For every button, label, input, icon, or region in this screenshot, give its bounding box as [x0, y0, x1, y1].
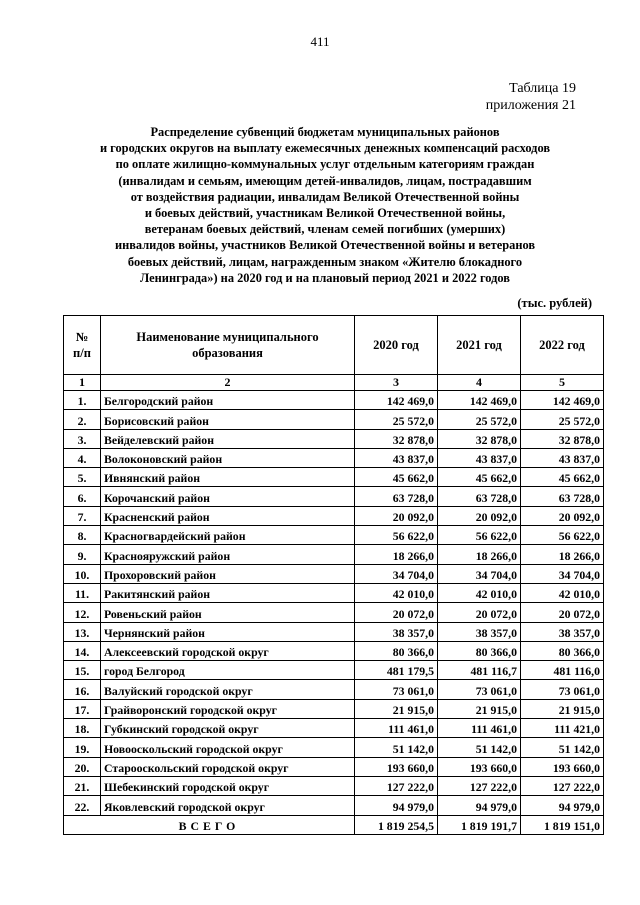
value-2021: 73 061,0 — [438, 680, 521, 699]
value-2022: 18 266,0 — [521, 545, 604, 564]
value-2022: 73 061,0 — [521, 680, 604, 699]
table-row — [64, 429, 604, 448]
table-reference — [486, 80, 576, 114]
value-2020: 18 266,0 — [355, 545, 438, 564]
total-row — [64, 815, 604, 834]
value-2021: 21 915,0 — [438, 699, 521, 718]
value-2020: 73 061,0 — [355, 680, 438, 699]
column-index-row — [64, 375, 604, 391]
value-2021: 34 704,0 — [438, 564, 521, 583]
value-2021: 94 979,0 — [438, 796, 521, 815]
units-label: (тыс. рублей) — [517, 296, 592, 310]
value-2020: 56 622,0 — [355, 526, 438, 545]
municipality-name: Губкинский городской округ — [101, 719, 355, 738]
row-number: 16. — [64, 680, 101, 699]
value-2022: 127 222,0 — [521, 776, 604, 795]
title-line: Ленинграда») на 2020 год и на плановый период 2021 и 2022 годов — [140, 270, 510, 285]
municipality-name: Валуйский городской округ — [101, 680, 355, 699]
table-row — [64, 699, 604, 718]
total-label: ВСЕГО — [64, 815, 355, 834]
municipality-name: Прохоровский район — [101, 564, 355, 583]
value-2021: 43 837,0 — [438, 448, 521, 467]
municipality-name: Ровеньский район — [101, 603, 355, 622]
value-2020: 20 092,0 — [355, 506, 438, 525]
value-2021: 111 461,0 — [438, 719, 521, 738]
value-2022: 34 704,0 — [521, 564, 604, 583]
table-ref-line2: приложения 21 — [485, 98, 576, 113]
value-2021: 42 010,0 — [438, 583, 521, 602]
value-2021: 32 878,0 — [438, 429, 521, 448]
subsidy-table — [63, 315, 604, 835]
value-2021: 51 142,0 — [438, 738, 521, 757]
value-2022: 56 622,0 — [521, 526, 604, 545]
municipality-name: Вейделевский район — [101, 429, 355, 448]
header-name-line2: образования — [192, 346, 263, 360]
header-name — [101, 316, 355, 375]
table-row — [64, 603, 604, 622]
header-row — [64, 316, 604, 375]
municipality-name: Ивнянский район — [101, 468, 355, 487]
municipality-name: Новооскольский городской округ — [101, 738, 355, 757]
municipality-name: Чернянский район — [101, 622, 355, 641]
table-row — [64, 622, 604, 641]
table-row — [64, 757, 604, 776]
table-row — [64, 583, 604, 602]
table-row — [64, 506, 604, 525]
row-number: 6. — [64, 487, 101, 506]
value-2020: 63 728,0 — [355, 487, 438, 506]
value-2020: 51 142,0 — [355, 738, 438, 757]
value-2022: 32 878,0 — [521, 429, 604, 448]
value-2020: 45 662,0 — [355, 468, 438, 487]
value-2022: 21 915,0 — [521, 699, 604, 718]
row-number: 15. — [64, 661, 101, 680]
title-line: Распределение субвенций бюджетам муниципальных районов — [150, 125, 500, 139]
table-row — [64, 391, 604, 410]
row-number: 11. — [64, 583, 101, 602]
value-2022: 45 662,0 — [521, 468, 604, 487]
value-2020: 127 222,0 — [355, 776, 438, 795]
table-row — [64, 796, 604, 815]
value-2020: 94 979,0 — [355, 796, 438, 815]
municipality-name: Шебекинский городской округ — [101, 776, 355, 795]
value-2020: 80 366,0 — [355, 641, 438, 660]
title-line: инвалидов войны, участников Великой Отечественной войны и ветеранов — [114, 238, 536, 253]
value-2020: 43 837,0 — [355, 448, 438, 467]
value-2022: 25 572,0 — [521, 410, 604, 429]
value-2021: 63 728,0 — [438, 487, 521, 506]
value-2022: 111 421,0 — [521, 719, 604, 738]
header-num-line2: п/п — [73, 346, 91, 360]
row-number: 10. — [64, 564, 101, 583]
value-2021: 56 622,0 — [438, 526, 521, 545]
value-2020: 193 660,0 — [355, 757, 438, 776]
value-2021: 193 660,0 — [438, 757, 521, 776]
value-2022: 142 469,0 — [521, 391, 604, 410]
table-row — [64, 448, 604, 467]
header-name-line1: Наименование муниципального — [136, 330, 319, 344]
row-number: 14. — [64, 641, 101, 660]
total-2021: 1 819 191,7 — [438, 815, 521, 834]
column-index: 5 — [521, 375, 604, 391]
header-2022: 2022 год — [521, 316, 604, 375]
municipality-name: Алексеевский городской округ — [101, 641, 355, 660]
table-row — [64, 719, 604, 738]
value-2021: 127 222,0 — [438, 776, 521, 795]
table-row — [64, 641, 604, 660]
header-num-line1: № — [75, 330, 89, 344]
value-2020: 481 179,5 — [355, 661, 438, 680]
value-2021: 80 366,0 — [438, 641, 521, 660]
column-index: 2 — [101, 375, 355, 391]
table-row — [64, 738, 604, 757]
title-line: по оплате жилищно-коммунальных услуг отдельным категориям граждан — [115, 157, 535, 172]
value-2020: 25 572,0 — [355, 410, 438, 429]
table-row — [64, 526, 604, 545]
row-number: 7. — [64, 506, 101, 525]
value-2022: 20 072,0 — [521, 603, 604, 622]
value-2021: 481 116,7 — [438, 661, 521, 680]
table-row — [64, 776, 604, 795]
value-2020: 42 010,0 — [355, 583, 438, 602]
header-num — [64, 316, 101, 375]
municipality-name: Яковлевский городской округ — [101, 796, 355, 815]
municipality-name: Волоконовский район — [101, 448, 355, 467]
value-2020: 142 469,0 — [355, 391, 438, 410]
table-row — [64, 468, 604, 487]
value-2020: 21 915,0 — [355, 699, 438, 718]
value-2022: 51 142,0 — [521, 738, 604, 757]
value-2022: 193 660,0 — [521, 757, 604, 776]
value-2022: 80 366,0 — [521, 641, 604, 660]
row-number: 9. — [64, 545, 101, 564]
value-2021: 25 572,0 — [438, 410, 521, 429]
table-row — [64, 680, 604, 699]
value-2021: 38 357,0 — [438, 622, 521, 641]
value-2020: 111 461,0 — [355, 719, 438, 738]
municipality-name: Борисовский район — [101, 410, 355, 429]
header-2021: 2021 год — [438, 316, 521, 375]
value-2022: 63 728,0 — [521, 487, 604, 506]
row-number: 12. — [64, 603, 101, 622]
value-2021: 18 266,0 — [438, 545, 521, 564]
title-line: ветеранам боевых действий, членам семей погибших (умерших) — [144, 222, 506, 237]
total-2022: 1 819 151,0 — [521, 815, 604, 834]
value-2022: 38 357,0 — [521, 622, 604, 641]
value-2020: 32 878,0 — [355, 429, 438, 448]
value-2022: 42 010,0 — [521, 583, 604, 602]
value-2022: 94 979,0 — [521, 796, 604, 815]
row-number: 21. — [64, 776, 101, 795]
total-2020: 1 819 254,5 — [355, 815, 438, 834]
value-2020: 38 357,0 — [355, 622, 438, 641]
row-number: 3. — [64, 429, 101, 448]
municipality-name: Красногвардейский район — [101, 526, 355, 545]
value-2021: 20 092,0 — [438, 506, 521, 525]
title-line: боевых действий, лицам, награжденным знаком «Жителю блокадного — [127, 254, 523, 269]
column-index: 1 — [64, 375, 101, 391]
municipality-name: Белгородский район — [101, 391, 355, 410]
table-row — [64, 487, 604, 506]
column-index: 4 — [438, 375, 521, 391]
table-row — [64, 545, 604, 564]
row-number: 20. — [64, 757, 101, 776]
row-number: 4. — [64, 448, 101, 467]
table-row — [64, 661, 604, 680]
value-2021: 45 662,0 — [438, 468, 521, 487]
table-row — [64, 410, 604, 429]
municipality-name: Старооскольский городской округ — [101, 757, 355, 776]
value-2022: 20 092,0 — [521, 506, 604, 525]
title-line: и боевых действий, участникам Великой Отечественной войны, — [144, 206, 506, 221]
row-number: 1. — [64, 391, 101, 410]
value-2020: 34 704,0 — [355, 564, 438, 583]
title-line: от воздействия радиации, инвалидам Великой Отечественной войны — [130, 189, 520, 204]
municipality-name: город Белгород — [101, 661, 355, 680]
title-line: и городских округов на выплату ежемесячных денежных компенсаций расходов — [99, 141, 551, 156]
row-number: 17. — [64, 699, 101, 718]
header-2020: 2020 год — [355, 316, 438, 375]
municipality-name: Корочанский район — [101, 487, 355, 506]
municipality-name: Грайворонский городской округ — [101, 699, 355, 718]
value-2021: 20 072,0 — [438, 603, 521, 622]
document-title — [60, 124, 590, 286]
municipality-name: Красненский район — [101, 506, 355, 525]
page-number: 411 — [310, 34, 330, 49]
row-number: 8. — [64, 526, 101, 545]
row-number: 2. — [64, 410, 101, 429]
municipality-name: Ракитянский район — [101, 583, 355, 602]
title-line: (инвалидам и семьям, имеющим детей-инвалидов, лицам, пострадавшим — [118, 173, 532, 188]
row-number: 5. — [64, 468, 101, 487]
value-2021: 142 469,0 — [438, 391, 521, 410]
row-number: 22. — [64, 796, 101, 815]
value-2022: 43 837,0 — [521, 448, 604, 467]
municipality-name: Краснояружский район — [101, 545, 355, 564]
table-row — [64, 564, 604, 583]
row-number: 19. — [64, 738, 101, 757]
column-index: 3 — [355, 375, 438, 391]
value-2020: 20 072,0 — [355, 603, 438, 622]
row-number: 18. — [64, 719, 101, 738]
value-2022: 481 116,0 — [521, 661, 604, 680]
row-number: 13. — [64, 622, 101, 641]
table-ref-line1: Таблица 19 — [509, 81, 576, 96]
